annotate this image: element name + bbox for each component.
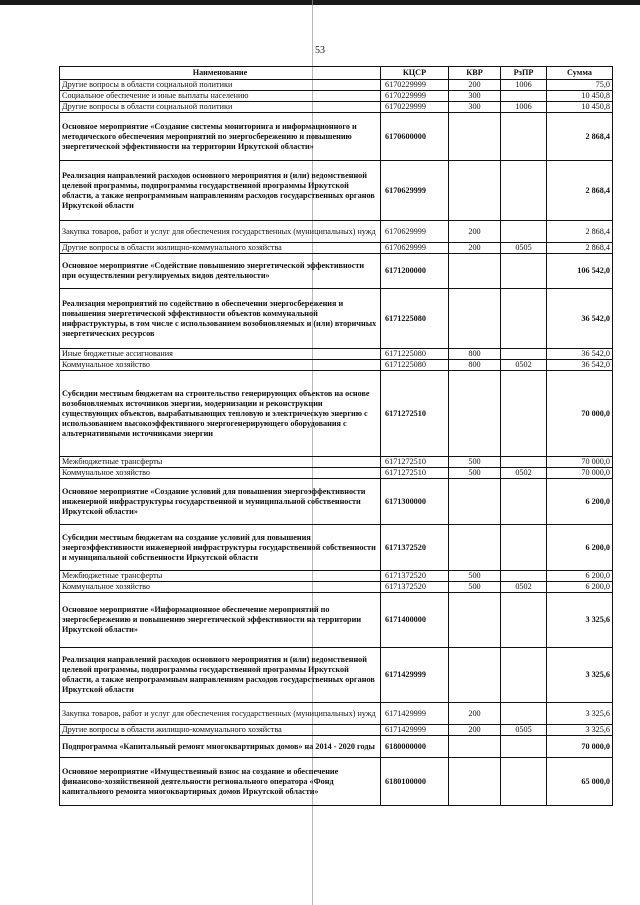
cell-kvr: [449, 161, 501, 221]
cell-rzpr: [501, 525, 547, 571]
table-row: [60, 243, 613, 254]
cell-kcsr: 6170600000: [381, 113, 449, 161]
cell-kvr: 500: [449, 468, 501, 479]
cell-name: Другие вопросы в области жилищно-коммунального хозяйства: [60, 725, 381, 736]
cell-kvr: [449, 593, 501, 648]
cell-sum: 10 450,8: [547, 91, 613, 102]
cell-kcsr: 6170629999: [381, 221, 449, 243]
table-row: [60, 349, 613, 360]
column-header-rzpr: РзПР: [501, 67, 547, 80]
cell-sum: 70 000,0: [547, 736, 613, 758]
cell-name: Другие вопросы в области социальной политики: [60, 102, 381, 113]
cell-kcsr: 6171429999: [381, 648, 449, 703]
table-row: [60, 254, 613, 289]
cell-name: Основное мероприятие «Содействие повышению энергетической эффективности при осуществлении регулируемых видов деятельности»: [60, 254, 381, 289]
cell-kvr: [449, 736, 501, 758]
table-row: [60, 525, 613, 571]
cell-kcsr: 6171300000: [381, 479, 449, 525]
cell-kcsr: 6171429999: [381, 725, 449, 736]
table-row: [60, 102, 613, 113]
budget-table: [59, 66, 613, 806]
cell-sum: 10 450,8: [547, 102, 613, 113]
cell-sum: 106 542,0: [547, 254, 613, 289]
cell-rzpr: 0502: [501, 360, 547, 371]
table-header-row: [60, 67, 613, 80]
cell-rzpr: 1006: [501, 102, 547, 113]
cell-name: Субсидии местным бюджетам на создание условий для повышения энергоэффективности инженерной инфраструктуры государственной собственности и муниципальной собственности Иркутской области: [60, 525, 381, 571]
cell-name: Реализация направлений расходов основного мероприятия и (или) ведомственной целевой программы, подпрограммы государственной программы Иркутской области, а также непрограммным направлениям расходов государственных органов Иркутской области: [60, 161, 381, 221]
cell-rzpr: [501, 593, 547, 648]
cell-name: Коммунальное хозяйство: [60, 360, 381, 371]
cell-kcsr: 6171372520: [381, 525, 449, 571]
cell-kvr: 500: [449, 582, 501, 593]
cell-rzpr: 1006: [501, 80, 547, 91]
cell-kvr: [449, 371, 501, 457]
cell-rzpr: [501, 648, 547, 703]
cell-sum: 6 200,0: [547, 582, 613, 593]
cell-name: Межбюджетные трансферты: [60, 457, 381, 468]
cell-kvr: 200: [449, 703, 501, 725]
cell-sum: 6 200,0: [547, 479, 613, 525]
table-row: [60, 161, 613, 221]
cell-kcsr: 6170629999: [381, 243, 449, 254]
table-row: [60, 571, 613, 582]
cell-rzpr: 0502: [501, 468, 547, 479]
cell-name: Основное мероприятие «Создание системы мониторинга и информационного и методического обеспечения мероприятий по энергосбережению и повышению энергетической эффективности на территории Иркутской области»: [60, 113, 381, 161]
table-row: [60, 736, 613, 758]
cell-sum: 36 542,0: [547, 349, 613, 360]
cell-kcsr: 6180100000: [381, 758, 449, 806]
table-row: [60, 725, 613, 736]
cell-kvr: 200: [449, 221, 501, 243]
cell-name: Иные бюджетные ассигнования: [60, 349, 381, 360]
cell-rzpr: [501, 289, 547, 349]
cell-kvr: 800: [449, 360, 501, 371]
cell-name: Другие вопросы в области жилищно-коммунального хозяйства: [60, 243, 381, 254]
cell-sum: 6 200,0: [547, 571, 613, 582]
cell-rzpr: [501, 161, 547, 221]
cell-name: Реализация направлений расходов основного мероприятия и (или) ведомственной целевой программы, подпрограммы государственной программы Иркутской области, а также непрограммным направлениям расходов государственных органов Иркутской области: [60, 648, 381, 703]
table-body: [60, 80, 613, 806]
table-row: [60, 582, 613, 593]
cell-rzpr: [501, 254, 547, 289]
cell-kvr: 500: [449, 457, 501, 468]
cell-rzpr: [501, 736, 547, 758]
cell-sum: 2 868,4: [547, 243, 613, 254]
top-border: [0, 0, 640, 5]
cell-name: Коммунальное хозяйство: [60, 468, 381, 479]
cell-name: Субсидии местным бюджетам на строительство генерирующих объектов на основе возобновляемых источников энергии, модернизации и реконструкции существующих объектов, вырабатывающих тепловую и электрическую энергию с использованием высокоэффективного энергогенерирующего оборудования с альтернативными источниками энергии: [60, 371, 381, 457]
cell-sum: 6 200,0: [547, 525, 613, 571]
cell-sum: 36 542,0: [547, 360, 613, 371]
cell-sum: 2 868,4: [547, 113, 613, 161]
cell-sum: 3 325,6: [547, 703, 613, 725]
cell-kcsr: 6170229999: [381, 80, 449, 91]
cell-kvr: 300: [449, 91, 501, 102]
cell-name: Коммунальное хозяйство: [60, 582, 381, 593]
cell-kcsr: 6171225080: [381, 349, 449, 360]
cell-kvr: 800: [449, 349, 501, 360]
cell-rzpr: [501, 457, 547, 468]
table-row: [60, 360, 613, 371]
cell-name: Другие вопросы в области социальной политики: [60, 80, 381, 91]
table-row: [60, 593, 613, 648]
cell-kcsr: 6170629999: [381, 161, 449, 221]
cell-rzpr: [501, 571, 547, 582]
cell-kvr: 200: [449, 725, 501, 736]
table-row: [60, 468, 613, 479]
cell-sum: 75,0: [547, 80, 613, 91]
cell-kcsr: 6170229999: [381, 91, 449, 102]
cell-kcsr: 6171272510: [381, 468, 449, 479]
cell-kvr: 300: [449, 102, 501, 113]
cell-rzpr: [501, 221, 547, 243]
cell-kvr: 500: [449, 571, 501, 582]
table-row: [60, 80, 613, 91]
column-header-kcsr: КЦСР: [381, 67, 449, 80]
cell-rzpr: [501, 91, 547, 102]
table-row: [60, 221, 613, 243]
cell-rzpr: [501, 703, 547, 725]
cell-kcsr: 6171372520: [381, 582, 449, 593]
cell-kcsr: 6171225080: [381, 289, 449, 349]
cell-kcsr: 6171372520: [381, 571, 449, 582]
cell-rzpr: [501, 349, 547, 360]
table-row: [60, 479, 613, 525]
cell-sum: 65 000,0: [547, 758, 613, 806]
cell-sum: 70 000,0: [547, 468, 613, 479]
page-number: 53: [315, 45, 325, 56]
table-row: [60, 289, 613, 349]
cell-name: Основное мероприятие «Создание условий для повышения энергоэффективности инженерной инфраструктуры государственной и муниципальной собственности Иркутской области»: [60, 479, 381, 525]
table-row: [60, 648, 613, 703]
table-row: [60, 758, 613, 806]
cell-kvr: 200: [449, 243, 501, 254]
cell-kcsr: 6171272510: [381, 371, 449, 457]
cell-name: Закупка товаров, работ и услуг для обеспечения государственных (муниципальных) нужд: [60, 221, 381, 243]
cell-rzpr: [501, 371, 547, 457]
cell-rzpr: 0505: [501, 243, 547, 254]
cell-sum: 2 868,4: [547, 161, 613, 221]
cell-name: Социальное обеспечение и иные выплаты населению: [60, 91, 381, 102]
cell-kvr: [449, 758, 501, 806]
cell-kvr: [449, 525, 501, 571]
cell-sum: 36 542,0: [547, 289, 613, 349]
cell-sum: 2 868,4: [547, 221, 613, 243]
cell-sum: 70 000,0: [547, 371, 613, 457]
cell-kcsr: 6171429999: [381, 703, 449, 725]
cell-kcsr: 6171225080: [381, 360, 449, 371]
cell-kvr: [449, 254, 501, 289]
column-header-name: Наименование: [60, 67, 381, 80]
cell-rzpr: [501, 113, 547, 161]
cell-kcsr: 6170229999: [381, 102, 449, 113]
cell-kcsr: 6171272510: [381, 457, 449, 468]
cell-rzpr: 0502: [501, 582, 547, 593]
cell-rzpr: [501, 479, 547, 525]
cell-kcsr: 6171400000: [381, 593, 449, 648]
cell-sum: 3 325,6: [547, 648, 613, 703]
cell-name: Реализация мероприятий по содействию в обеспечении энергосбережения и повышения энергетической эффективности объектов коммунальной инфраструктуры, в том числе с использованием возобновляемых и (или) вторичных энергетических ресурсов: [60, 289, 381, 349]
cell-kvr: [449, 113, 501, 161]
table-row: [60, 371, 613, 457]
cell-kvr: [449, 289, 501, 349]
cell-name: Подпрограмма «Капитальный ремонт многоквартирных домов» на 2014 - 2020 годы: [60, 736, 381, 758]
cell-kcsr: 6171200000: [381, 254, 449, 289]
cell-sum: 70 000,0: [547, 457, 613, 468]
table-row: [60, 457, 613, 468]
cell-rzpr: [501, 758, 547, 806]
cell-sum: 3 325,6: [547, 593, 613, 648]
cell-rzpr: 0505: [501, 725, 547, 736]
cell-sum: 3 325,6: [547, 725, 613, 736]
table-row: [60, 113, 613, 161]
cell-kvr: 200: [449, 80, 501, 91]
cell-name: Основное мероприятие «Имущественный взнос на создание и обеспечение финансово-хозяйственной деятельности регионального оператора «Фонд капитального ремонта многоквартирных домов Иркутской области»: [60, 758, 381, 806]
cell-kvr: [449, 479, 501, 525]
table-row: [60, 91, 613, 102]
column-header-kvr: КВР: [449, 67, 501, 80]
cell-name: Межбюджетные трансферты: [60, 571, 381, 582]
cell-name: Закупка товаров, работ и услуг для обеспечения государственных (муниципальных) нужд: [60, 703, 381, 725]
column-header-sum: Сумма: [547, 67, 613, 80]
cell-kvr: [449, 648, 501, 703]
cell-name: Основное мероприятие «Информационное обеспечение мероприятий по энергосбережению и повышению энергетической эффективности на территории Иркутской области»: [60, 593, 381, 648]
cell-kcsr: 6180000000: [381, 736, 449, 758]
table-row: [60, 703, 613, 725]
